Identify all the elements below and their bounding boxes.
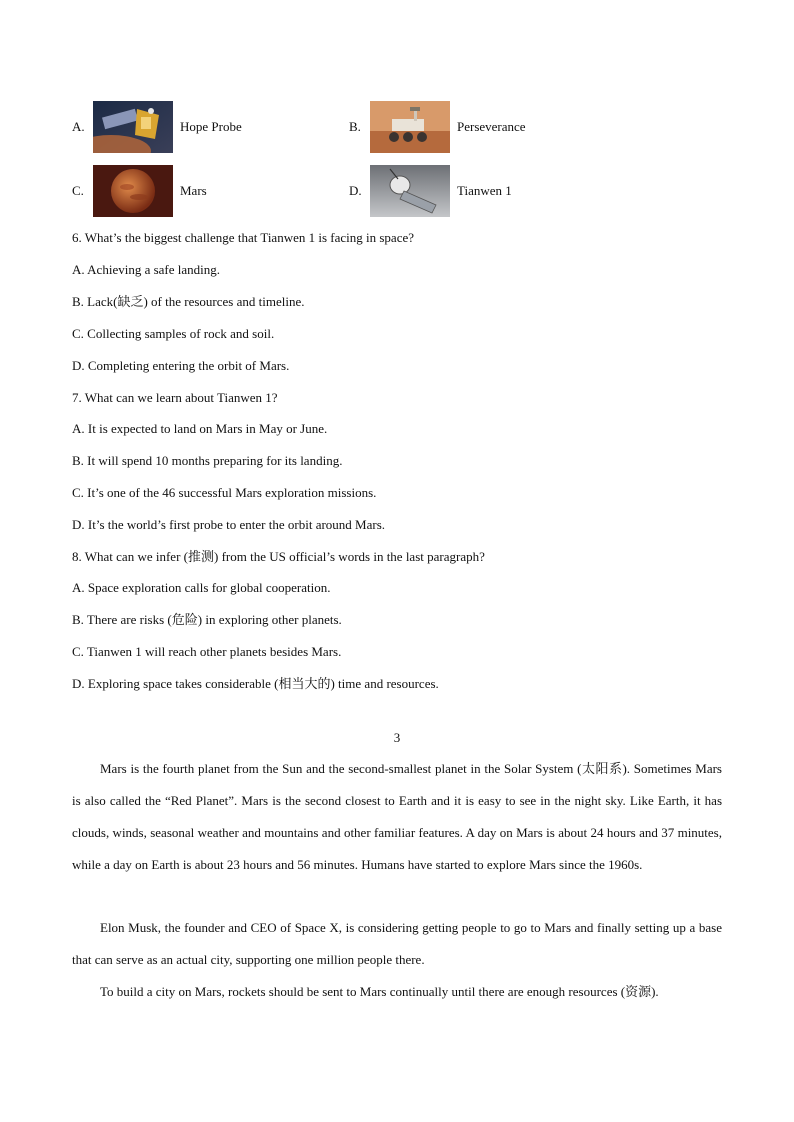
option-caption: Mars — [180, 183, 207, 198]
option-letter: D. — [349, 183, 362, 198]
option-caption: Tianwen 1 — [457, 183, 512, 198]
q8-choice-a[interactable]: A. Space exploration calls for global cooperation. — [72, 580, 331, 595]
option-letter: C. — [72, 183, 84, 198]
tianwen1-probe-image — [370, 165, 450, 217]
option-b[interactable] — [349, 99, 526, 155]
passage-paragraph-2: Elon Musk, the founder and CEO of Space X, is considering getting people to go to Mars and finally setting up a base that can serve as an actual city, supporting one million people there. — [72, 920, 722, 967]
q6-choice-c[interactable]: C. Collecting samples of rock and soil. — [72, 326, 275, 341]
question-7: 7. What can we learn about Tianwen 1? — [72, 390, 278, 405]
option-d[interactable] — [349, 163, 512, 219]
section-number: 3 — [393, 730, 401, 745]
image-options-row-2 — [0, 163, 794, 219]
option-a[interactable] — [72, 99, 242, 155]
q6-choice-a[interactable]: A. Achieving a safe landing. — [72, 262, 221, 277]
option-letter: B. — [349, 119, 361, 134]
q6-choice-d[interactable]: D. Completing entering the orbit of Mars. — [72, 358, 290, 373]
q7-choice-c[interactable]: C. It’s one of the 46 successful Mars exploration missions. — [72, 485, 377, 500]
q6-choice-b[interactable]: B. Lack(缺乏) of the resources and timeline. — [72, 294, 305, 309]
perseverance-rover-image — [370, 101, 450, 153]
passage-paragraph-3: To build a city on Mars, rockets should be sent to Mars continually until there are enough resources (资源). — [100, 984, 659, 999]
question-6: 6. What’s the biggest challenge that Tianwen 1 is facing in space? — [72, 230, 415, 245]
image-options-row-1 — [0, 99, 794, 155]
q8-choice-c[interactable]: C. Tianwen 1 will reach other planets besides Mars. — [72, 644, 342, 659]
q7-choice-a[interactable]: A. It is expected to land on Mars in May or June. — [72, 421, 328, 436]
option-caption: Hope Probe — [180, 119, 242, 134]
option-caption: Perseverance — [457, 119, 526, 134]
q8-choice-d[interactable]: D. Exploring space takes considerable (相当大的) time and resources. — [72, 676, 439, 691]
q7-choice-b[interactable]: B. It will spend 10 months preparing for its landing. — [72, 453, 343, 468]
q8-choice-b[interactable]: B. There are risks (危险) in exploring other planets. — [72, 612, 342, 627]
mars-planet-image — [93, 165, 173, 217]
option-c[interactable] — [72, 163, 207, 219]
q7-choice-d[interactable]: D. It’s the world’s first probe to enter the orbit around Mars. — [72, 517, 386, 532]
option-letter: A. — [72, 119, 85, 134]
question-8: 8. What can we infer (推测) from the US official’s words in the last paragraph? — [72, 549, 485, 564]
hope-probe-image — [93, 101, 173, 153]
passage-paragraph-1: Mars is the fourth planet from the Sun and the second-smallest planet in the Solar System (太阳系). Sometimes Mars is also called the “Red Planet”. Mars is the second closest to Earth and it is easy to see in the night sky. Like Earth, it has clouds, winds, seasonal weather and mountains and other familiar features. A day on Mars is about 24 hours and 37 minutes, while a day on Earth is about 23 hours and 56 minutes. Humans have started to explore Mars since the 1960s. — [72, 761, 722, 872]
